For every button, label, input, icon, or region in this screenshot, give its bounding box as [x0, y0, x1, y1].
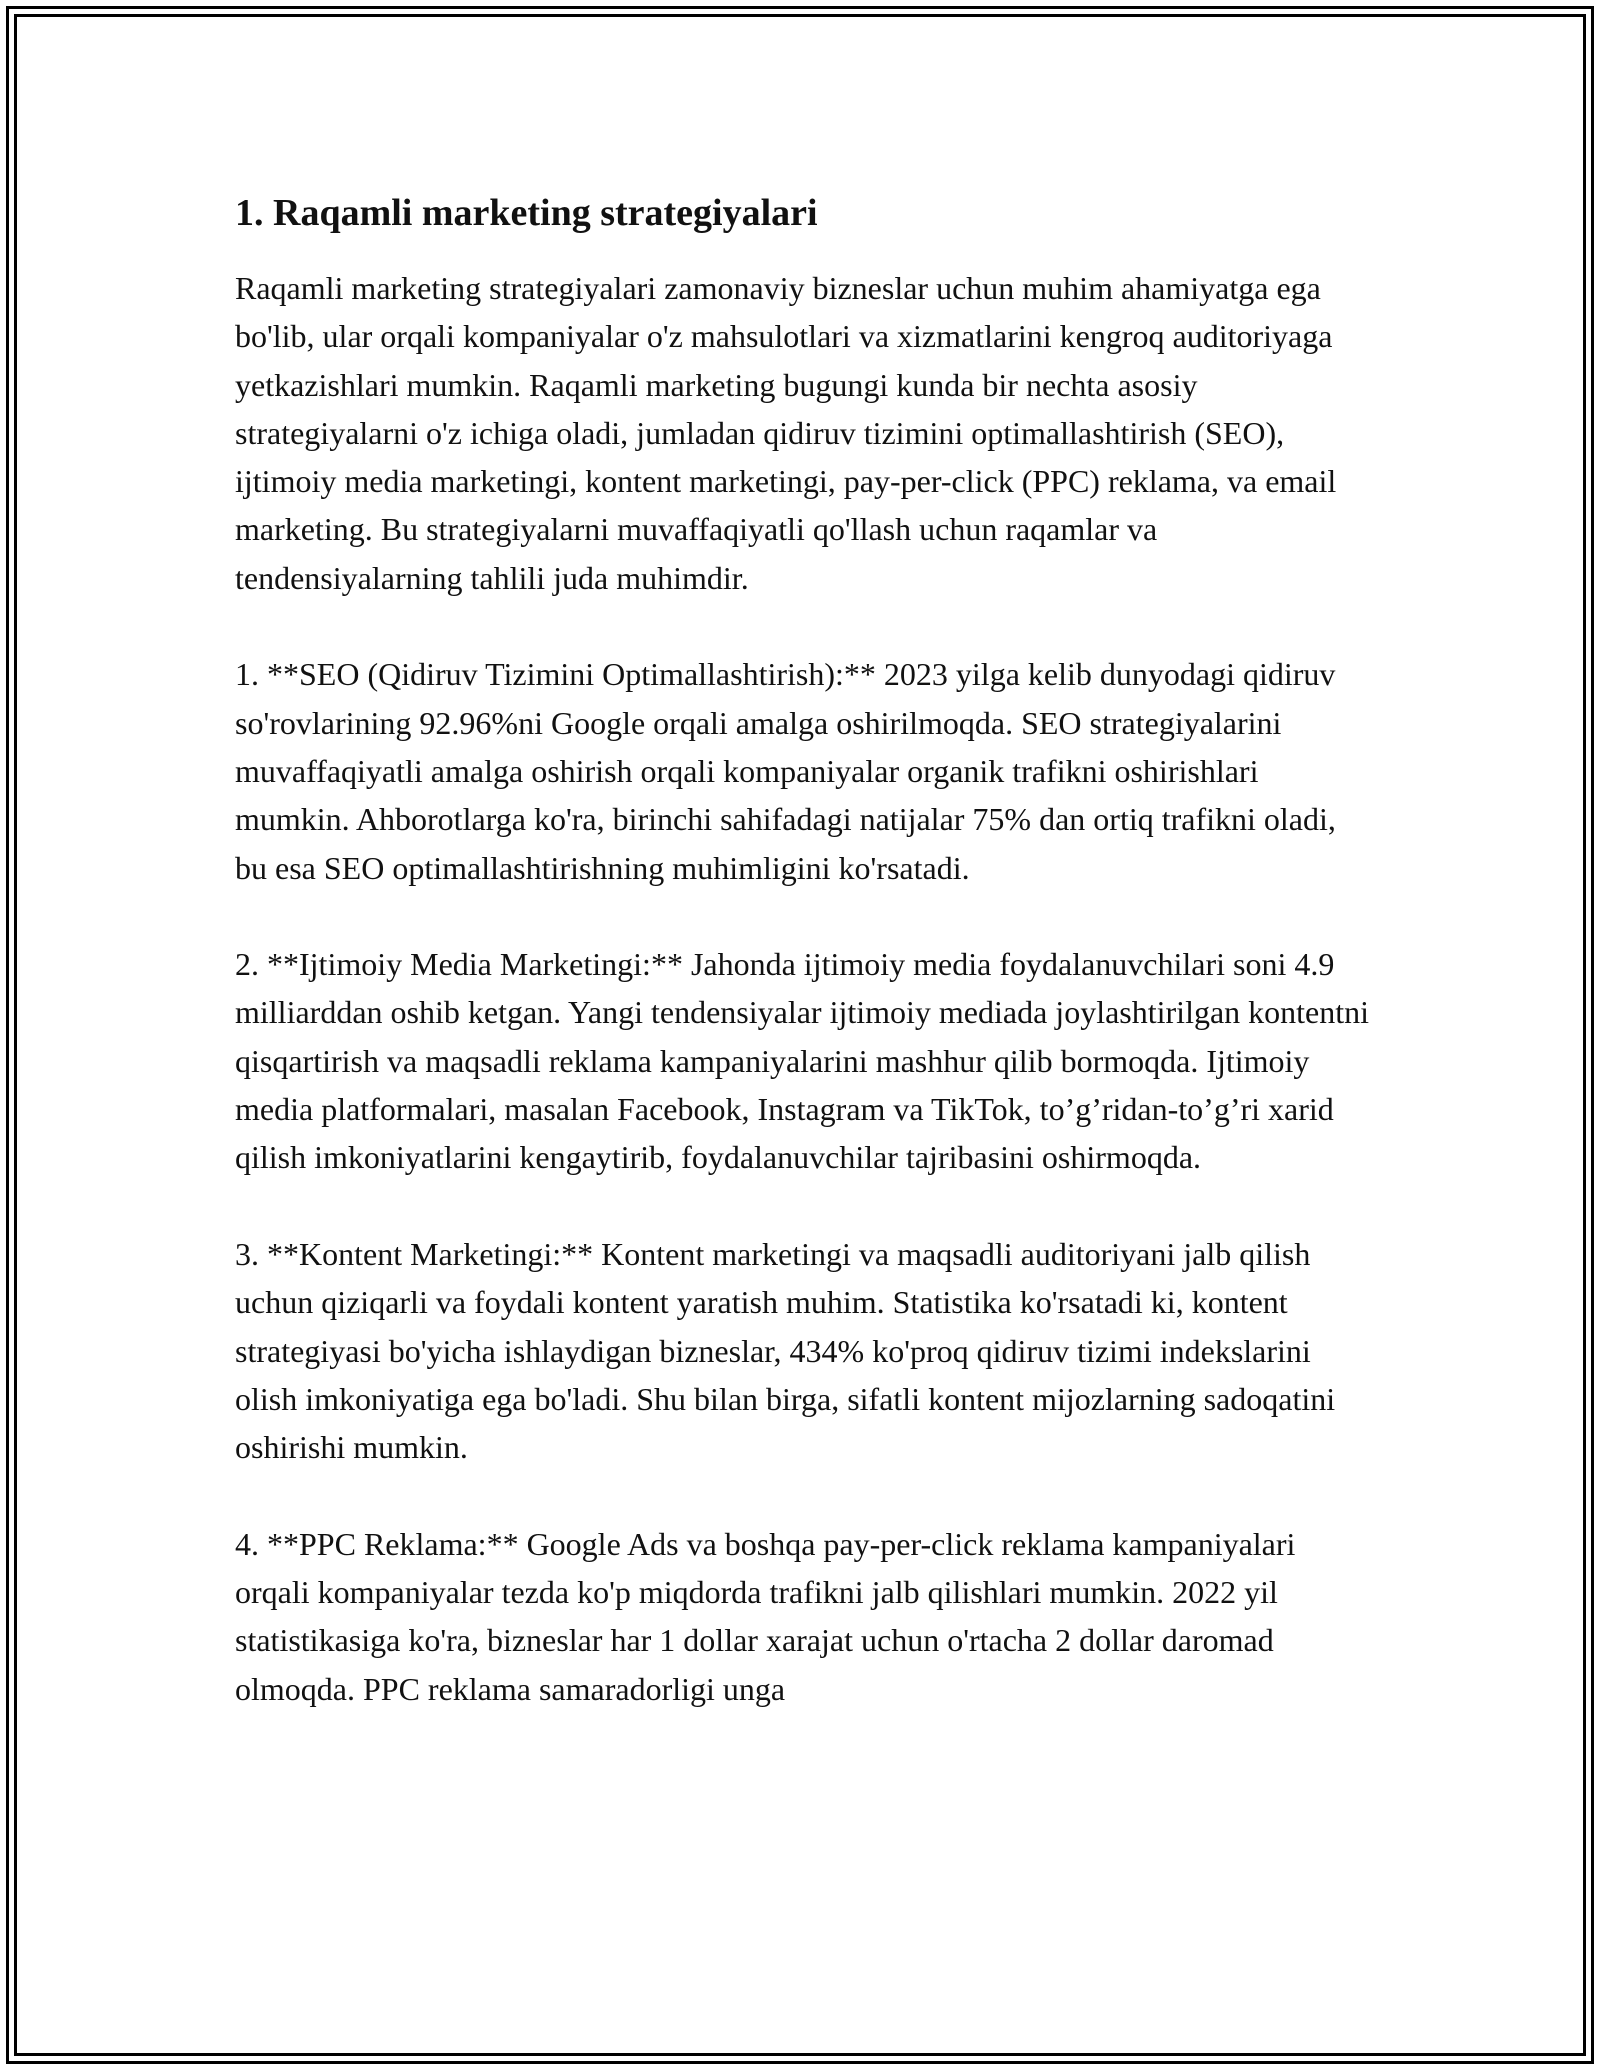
seo-paragraph: 1. **SEO (Qidiruv Tizimini Optimallashtirish):** 2023 yilga kelib dunyodagi qidiruv so'rovlarining 92.96%ni Google orqali amalga oshirilmoqda. SEO strategiyalarini muvaffaqiyatli amalga oshirish orqali kompaniyalar organik trafikni oshirishlari mumkin. Ahborotlarga ko'ra, birinchi sahifadagi natijalar 75% dan ortiq trafikni oladi, bu esa SEO optimallashtirishning muhimligini ko'rsatadi. [235, 656, 1336, 886]
document-body [235, 188, 1375, 1761]
section-heading: 1. Raqamli marketing strategiyalari [235, 192, 818, 234]
content-marketing-paragraph: 3. **Kontent Marketingi:** Kontent marketingi va maqsadli auditoriyani jalb qilish uchun qiziqarli va foydali kontent yaratish muhim. Statistika ko'rsatadi ki, kontent strategiyasi bo'yicha ishlaydigan bizneslar, 434% ko'proq qidiruv tizimi indekslarini olish imkoniyatiga ega bo'ladi. Shu bilan birga, sifatli kontent mijozlarning sadoqatini oshirishi mumkin. [235, 1235, 1336, 1466]
ppc-paragraph: 4. **PPC Reklama:** Google Ads va boshqa pay-per-click reklama kampaniyalari orqali kompaniyalar tezda ko'p miqdorda trafikni jalb qilishlari mumkin. 2022 yil statistikasiga ko'ra, bizneslar har 1 dollar xarajat uchun o'rtacha 2 dollar daromad olmoqda. PPC reklama samaradorligi unga [235, 1525, 1296, 1707]
intro-paragraph: Raqamli marketing strategiyalari zamonaviy bizneslar uchun muhim ahamiyatga ega bo'lib, ular orqali kompaniyalar o'z mahsulotlari va xizmatlarini kengroq auditoriyaga yetkazishlari mumkin. Raqamli marketing bugungi kunda bir nechta asosiy strategiyalarni o'z ichiga oladi, jumladan qidiruv tizimini optimallashtirish (SEO), ijtimoiy media marketingi, kontent marketingi, pay-per-click (PPC) reklama, va email marketing. Bu strategiyalarni muvaffaqiyatli qo'llash uchun raqamlar va tendensiyalarning tahlili juda muhimdir. [235, 270, 1337, 596]
social-media-paragraph: 2. **Ijtimoiy Media Marketingi:** Jahonda ijtimoiy media foydalanuvchilari soni 4.9 milliarddan oshib ketgan. Yangi tendensiyalar ijtimoiy mediada joylashtirilgan kontentni qisqartirish va maqsadli reklama kampaniyalarini mashhur qilib bormoqda. Ijtimoiy media platformalari, masalan Facebook, Instagram va TikTok, to’g’ridan-to’g’ri xarid qilish imkoniyatlarini kengaytirib, foydalanuvchilar tajribasini oshirmoqda. [235, 946, 1370, 1176]
